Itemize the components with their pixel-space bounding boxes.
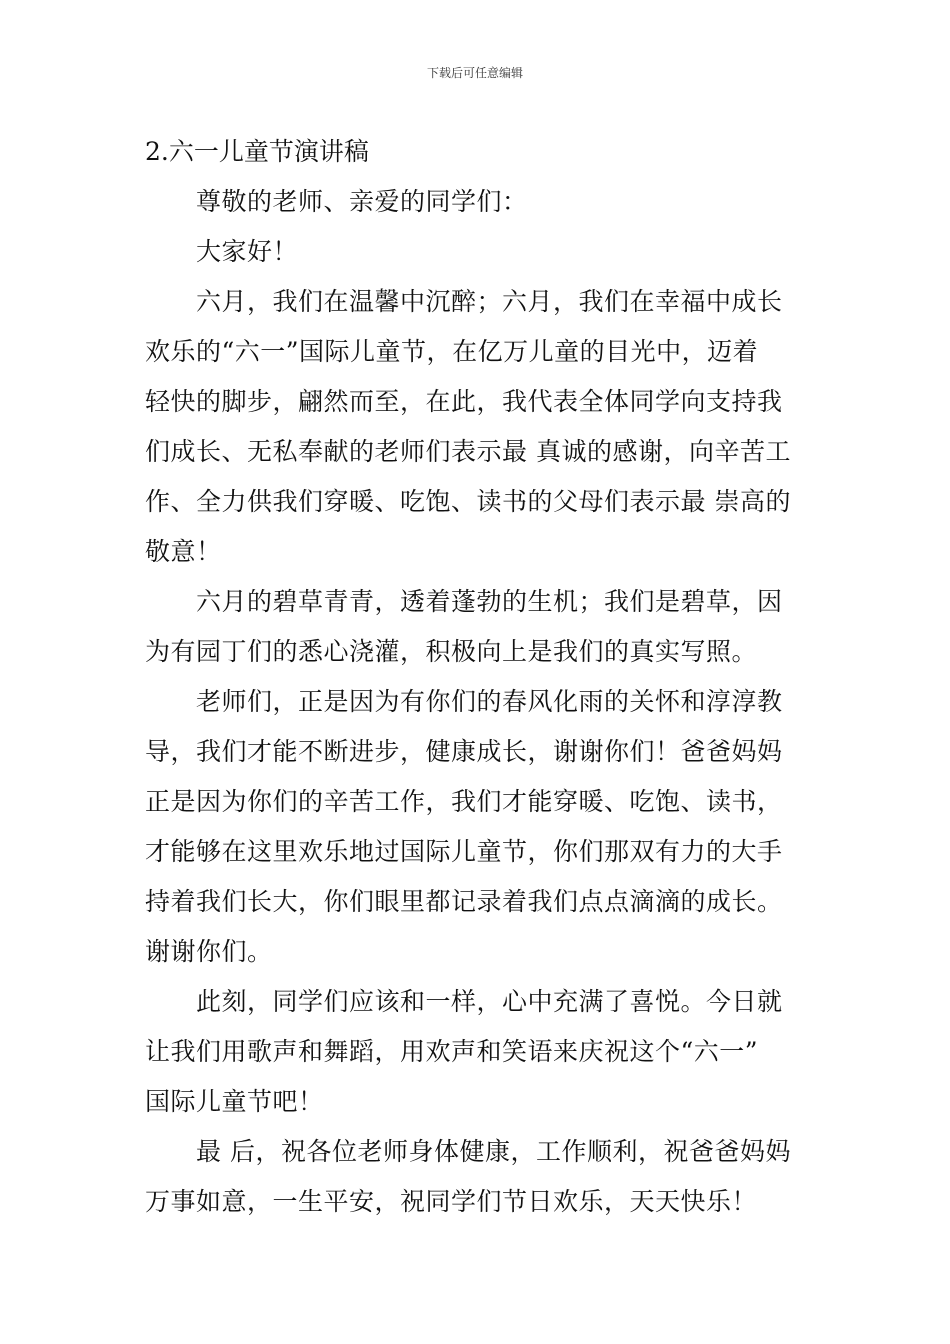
paragraph-line: 老师们，正是因为有你们的春风化雨的关怀和淳淳教 xyxy=(196,687,783,716)
greeting: 大家好！ xyxy=(196,237,299,266)
paragraph-line: 此刻，同学们应该和一样，心中充满了喜悦。今日就 xyxy=(196,987,783,1016)
paragraph-line: 轻快的脚步，翩然而至，在此，我代表全体同学向支持我 xyxy=(145,387,783,416)
paragraph-line: 最 后，祝各位老师身体健康，工作顺利，祝爸爸妈妈 xyxy=(196,1137,791,1166)
paragraph-line: 才能够在这里欢乐地过国际儿童节，你们那双有力的大手 xyxy=(145,837,783,866)
paragraph-line: 导，我们才能不断进步，健康成长，谢谢你们！爸爸妈妈 xyxy=(145,737,783,766)
paragraph-line: 国际儿童节吧！ xyxy=(145,1087,324,1116)
paragraph-line: 谢谢你们。 xyxy=(145,937,273,966)
salutation: 尊敬的老师、亲爱的同学们： xyxy=(196,187,528,216)
document-title: 2.六一儿童节演讲稿 xyxy=(145,137,369,166)
paragraph-line: 欢乐的“六一”国际儿童节，在亿万儿童的目光中，迈着 xyxy=(145,337,759,366)
paragraph-line: 万事如意，一生平安，祝同学们节日欢乐，天天快乐！ xyxy=(145,1187,758,1216)
paragraph-line: 持着我们长大，你们眼里都记录着我们点点滴滴的成长。 xyxy=(145,887,783,916)
paragraph-line: 们成长、无私奉献的老师们表示最 真诚的感谢，向辛苦工 xyxy=(145,437,791,466)
paragraph-line: 六月，我们在温馨中沉醉；六月，我们在幸福中成长 xyxy=(196,287,783,316)
page-header: 下载后可任意编辑 xyxy=(426,66,523,80)
paragraph-line: 六月的碧草青青，透着蓬勃的生机；我们是碧草，因 xyxy=(196,587,783,616)
paragraph-line: 敬意！ xyxy=(145,537,222,566)
paragraph-line: 让我们用歌声和舞蹈，用欢声和笑语来庆祝这个“六一” xyxy=(145,1037,759,1066)
paragraph-line: 正是因为你们的辛苦工作，我们才能穿暖、吃饱、读书， xyxy=(145,787,783,816)
paragraph-line: 为有园丁们的悉心浇灌，积极向上是我们的真实写照。 xyxy=(145,637,758,666)
paragraph-line: 作、全力供我们穿暖、吃饱、读书的父母们表示最 崇高的 xyxy=(145,487,791,516)
